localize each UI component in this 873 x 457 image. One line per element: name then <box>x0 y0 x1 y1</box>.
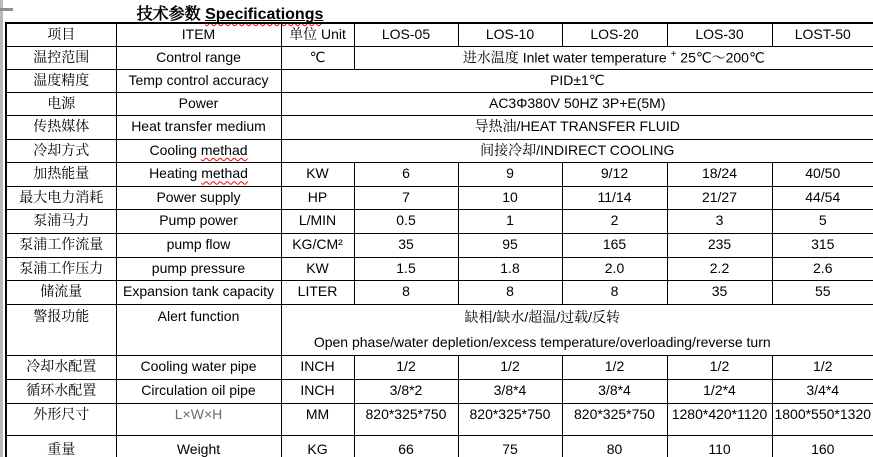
header-model: LOS-30 <box>667 23 772 46</box>
row-label-zh: 传热媒体 <box>6 115 116 139</box>
span-value-cell: AC3Φ380V 50HZ 3P+E(5M) <box>281 92 873 115</box>
unit-cell: MM <box>281 403 354 435</box>
unit-cell: INCH <box>281 379 354 403</box>
row-pump-pressure <box>6 257 873 280</box>
value-cell: 1.5 <box>354 257 458 280</box>
value-cell: 820*325*750 <box>562 403 667 435</box>
row-cooling-method <box>6 139 873 162</box>
value-cell: 8 <box>458 280 562 304</box>
row-cooling-pipe <box>6 355 873 379</box>
row-power-supply <box>6 186 873 209</box>
row-label-en: Heat transfer medium <box>116 115 281 139</box>
row-label-en: Expansion tank capacity <box>116 280 281 304</box>
row-label-zh: 泵浦工作流量 <box>6 233 116 257</box>
header-item-en: ITEM <box>116 23 281 46</box>
row-label-zh: 泵浦马力 <box>6 209 116 233</box>
row-pump-flow <box>6 233 873 257</box>
row-label-zh: 温控范围 <box>6 46 116 69</box>
value-cell: 1280*420*1120 <box>667 403 772 435</box>
span-value-cell: 进水温度 Inlet water temperature + 25℃～200℃ <box>354 46 873 69</box>
row-label-en: pump pressure <box>116 257 281 280</box>
header-model: LOST-50 <box>772 23 873 46</box>
value-cell: 95 <box>458 233 562 257</box>
row-circulation-pipe <box>6 379 873 403</box>
header-unit: 单位 Unit <box>281 23 354 46</box>
unit-cell: KG <box>281 435 354 457</box>
value-cell: 75 <box>458 435 562 457</box>
header-item-zh: 项目 <box>6 23 116 46</box>
row-heating <box>6 162 873 186</box>
value-cell: 160 <box>772 435 873 457</box>
row-label-en: Alert function <box>116 304 281 355</box>
row-dimensions <box>6 403 873 435</box>
value-cell: 3/8*4 <box>562 379 667 403</box>
value-cell: 18/24 <box>667 162 772 186</box>
row-label-zh: 重量 <box>6 435 116 457</box>
row-label-en: Cooling water pipe <box>116 355 281 379</box>
misspelled-word: methad <box>201 165 248 182</box>
value-cell: 10 <box>458 186 562 209</box>
row-label-zh: 外形尺寸 <box>6 403 116 435</box>
value-cell: 8 <box>354 280 458 304</box>
row-label-en: Power <box>116 92 281 115</box>
row-label-zh: 冷却水配置 <box>6 355 116 379</box>
value-cell: 820*325*750 <box>458 403 562 435</box>
value-cell: 0.5 <box>354 209 458 233</box>
value-cell: 21/27 <box>667 186 772 209</box>
row-label-zh: 泵浦工作压力 <box>6 257 116 280</box>
value-cell: 2.2 <box>667 257 772 280</box>
value-cell: 1/2 <box>354 355 458 379</box>
row-label-en: Temp control accuracy <box>116 69 281 92</box>
value-cell: 315 <box>772 233 873 257</box>
header-model: LOS-05 <box>354 23 458 46</box>
value-cell: 9/12 <box>562 162 667 186</box>
unit-cell: KG/CM² <box>281 233 354 257</box>
value-cell: 1/2 <box>458 355 562 379</box>
value-cell: 55 <box>772 280 873 304</box>
unit-cell: INCH <box>281 355 354 379</box>
header-model: LOS-20 <box>562 23 667 46</box>
row-label-en: Pump power <box>116 209 281 233</box>
page-title-zh: 技术参数 <box>136 6 201 23</box>
unit-cell: KW <box>281 257 354 280</box>
span-value-cell: 间接冷却/INDIRECT COOLING <box>281 139 873 162</box>
value-cell: 7 <box>354 186 458 209</box>
value-cell: 110 <box>667 435 772 457</box>
row-alert <box>6 304 873 355</box>
value-cell: 66 <box>354 435 458 457</box>
value-cell: 2 <box>562 209 667 233</box>
row-tank-capacity <box>6 280 873 304</box>
row-control-range <box>6 46 873 69</box>
row-label-zh: 电源 <box>6 92 116 115</box>
row-label-en: Cooling methad <box>116 139 281 162</box>
value-cell: 1/2 <box>562 355 667 379</box>
row-label-zh: 加热能量 <box>6 162 116 186</box>
row-label-zh: 警报功能 <box>6 304 116 355</box>
row-label-zh: 储流量 <box>6 280 116 304</box>
row-pump-power <box>6 209 873 233</box>
unit-cell: L/MIN <box>281 209 354 233</box>
value-cell: 44/54 <box>772 186 873 209</box>
page-title-en: Specificationgs <box>205 6 324 23</box>
value-cell: 3/8*4 <box>458 379 562 403</box>
value-cell: 3/8*2 <box>354 379 458 403</box>
alert-text-zh: 缺相/缺水/超温/过载/反转 <box>464 308 621 325</box>
header-model: LOS-10 <box>458 23 562 46</box>
value-cell: 5 <box>772 209 873 233</box>
value-cell: 165 <box>562 233 667 257</box>
row-label-en: L×W×H <box>116 403 281 435</box>
spec-table <box>5 22 873 457</box>
value-cell: 3/4*4 <box>772 379 873 403</box>
row-power <box>6 92 873 115</box>
value-cell: 820*325*750 <box>354 403 458 435</box>
value-cell: 1.8 <box>458 257 562 280</box>
row-label-zh: 冷却方式 <box>6 139 116 162</box>
value-cell: 35 <box>667 280 772 304</box>
value-cell: 235 <box>667 233 772 257</box>
value-cell: 1 <box>458 209 562 233</box>
row-label-en: Heating methad <box>116 162 281 186</box>
row-label-en: Control range <box>116 46 281 69</box>
row-label-zh: 循环水配置 <box>6 379 116 403</box>
unit-cell: ℃ <box>281 46 354 69</box>
value-cell: 40/50 <box>772 162 873 186</box>
screen-edge-artifact <box>0 0 3 457</box>
misspelled-word: methad <box>200 141 248 158</box>
span-value-cell: PID±1℃ <box>281 69 873 92</box>
value-cell: 9 <box>458 162 562 186</box>
row-label-en: Weight <box>116 435 281 457</box>
value-cell: 80 <box>562 435 667 457</box>
unit-cell: KW <box>281 162 354 186</box>
row-label-zh: 最大电力消耗 <box>6 186 116 209</box>
row-heat-medium <box>6 115 873 139</box>
unit-cell: LITER <box>281 280 354 304</box>
row-weight <box>6 435 873 457</box>
value-cell: 6 <box>354 162 458 186</box>
value-cell: 2.6 <box>772 257 873 280</box>
value-cell: 11/14 <box>562 186 667 209</box>
span-value-cell: 导热油/HEAT TRANSFER FLUID <box>281 115 873 139</box>
value-cell: 8 <box>562 280 667 304</box>
header-row <box>6 23 873 46</box>
value-cell: 35 <box>354 233 458 257</box>
span-value-cell <box>281 304 873 355</box>
row-temp-accuracy <box>6 69 873 92</box>
alert-text-en: Open phase/water depletion/excess temperature/overloading/reverse turn <box>313 333 771 350</box>
row-label-en: pump flow <box>116 233 281 257</box>
page-title <box>0 1 460 24</box>
row-label-en: Circulation oil pipe <box>116 379 281 403</box>
row-label-en: Power supply <box>116 186 281 209</box>
unit-cell: HP <box>281 186 354 209</box>
value-cell: 1/2*4 <box>667 379 772 403</box>
value-cell: 1/2 <box>772 355 873 379</box>
value-cell: 1800*550*1320 <box>772 403 873 435</box>
value-cell: 2.0 <box>562 257 667 280</box>
row-label-zh: 温度精度 <box>6 69 116 92</box>
value-cell: 3 <box>667 209 772 233</box>
value-cell: 1/2 <box>667 355 772 379</box>
